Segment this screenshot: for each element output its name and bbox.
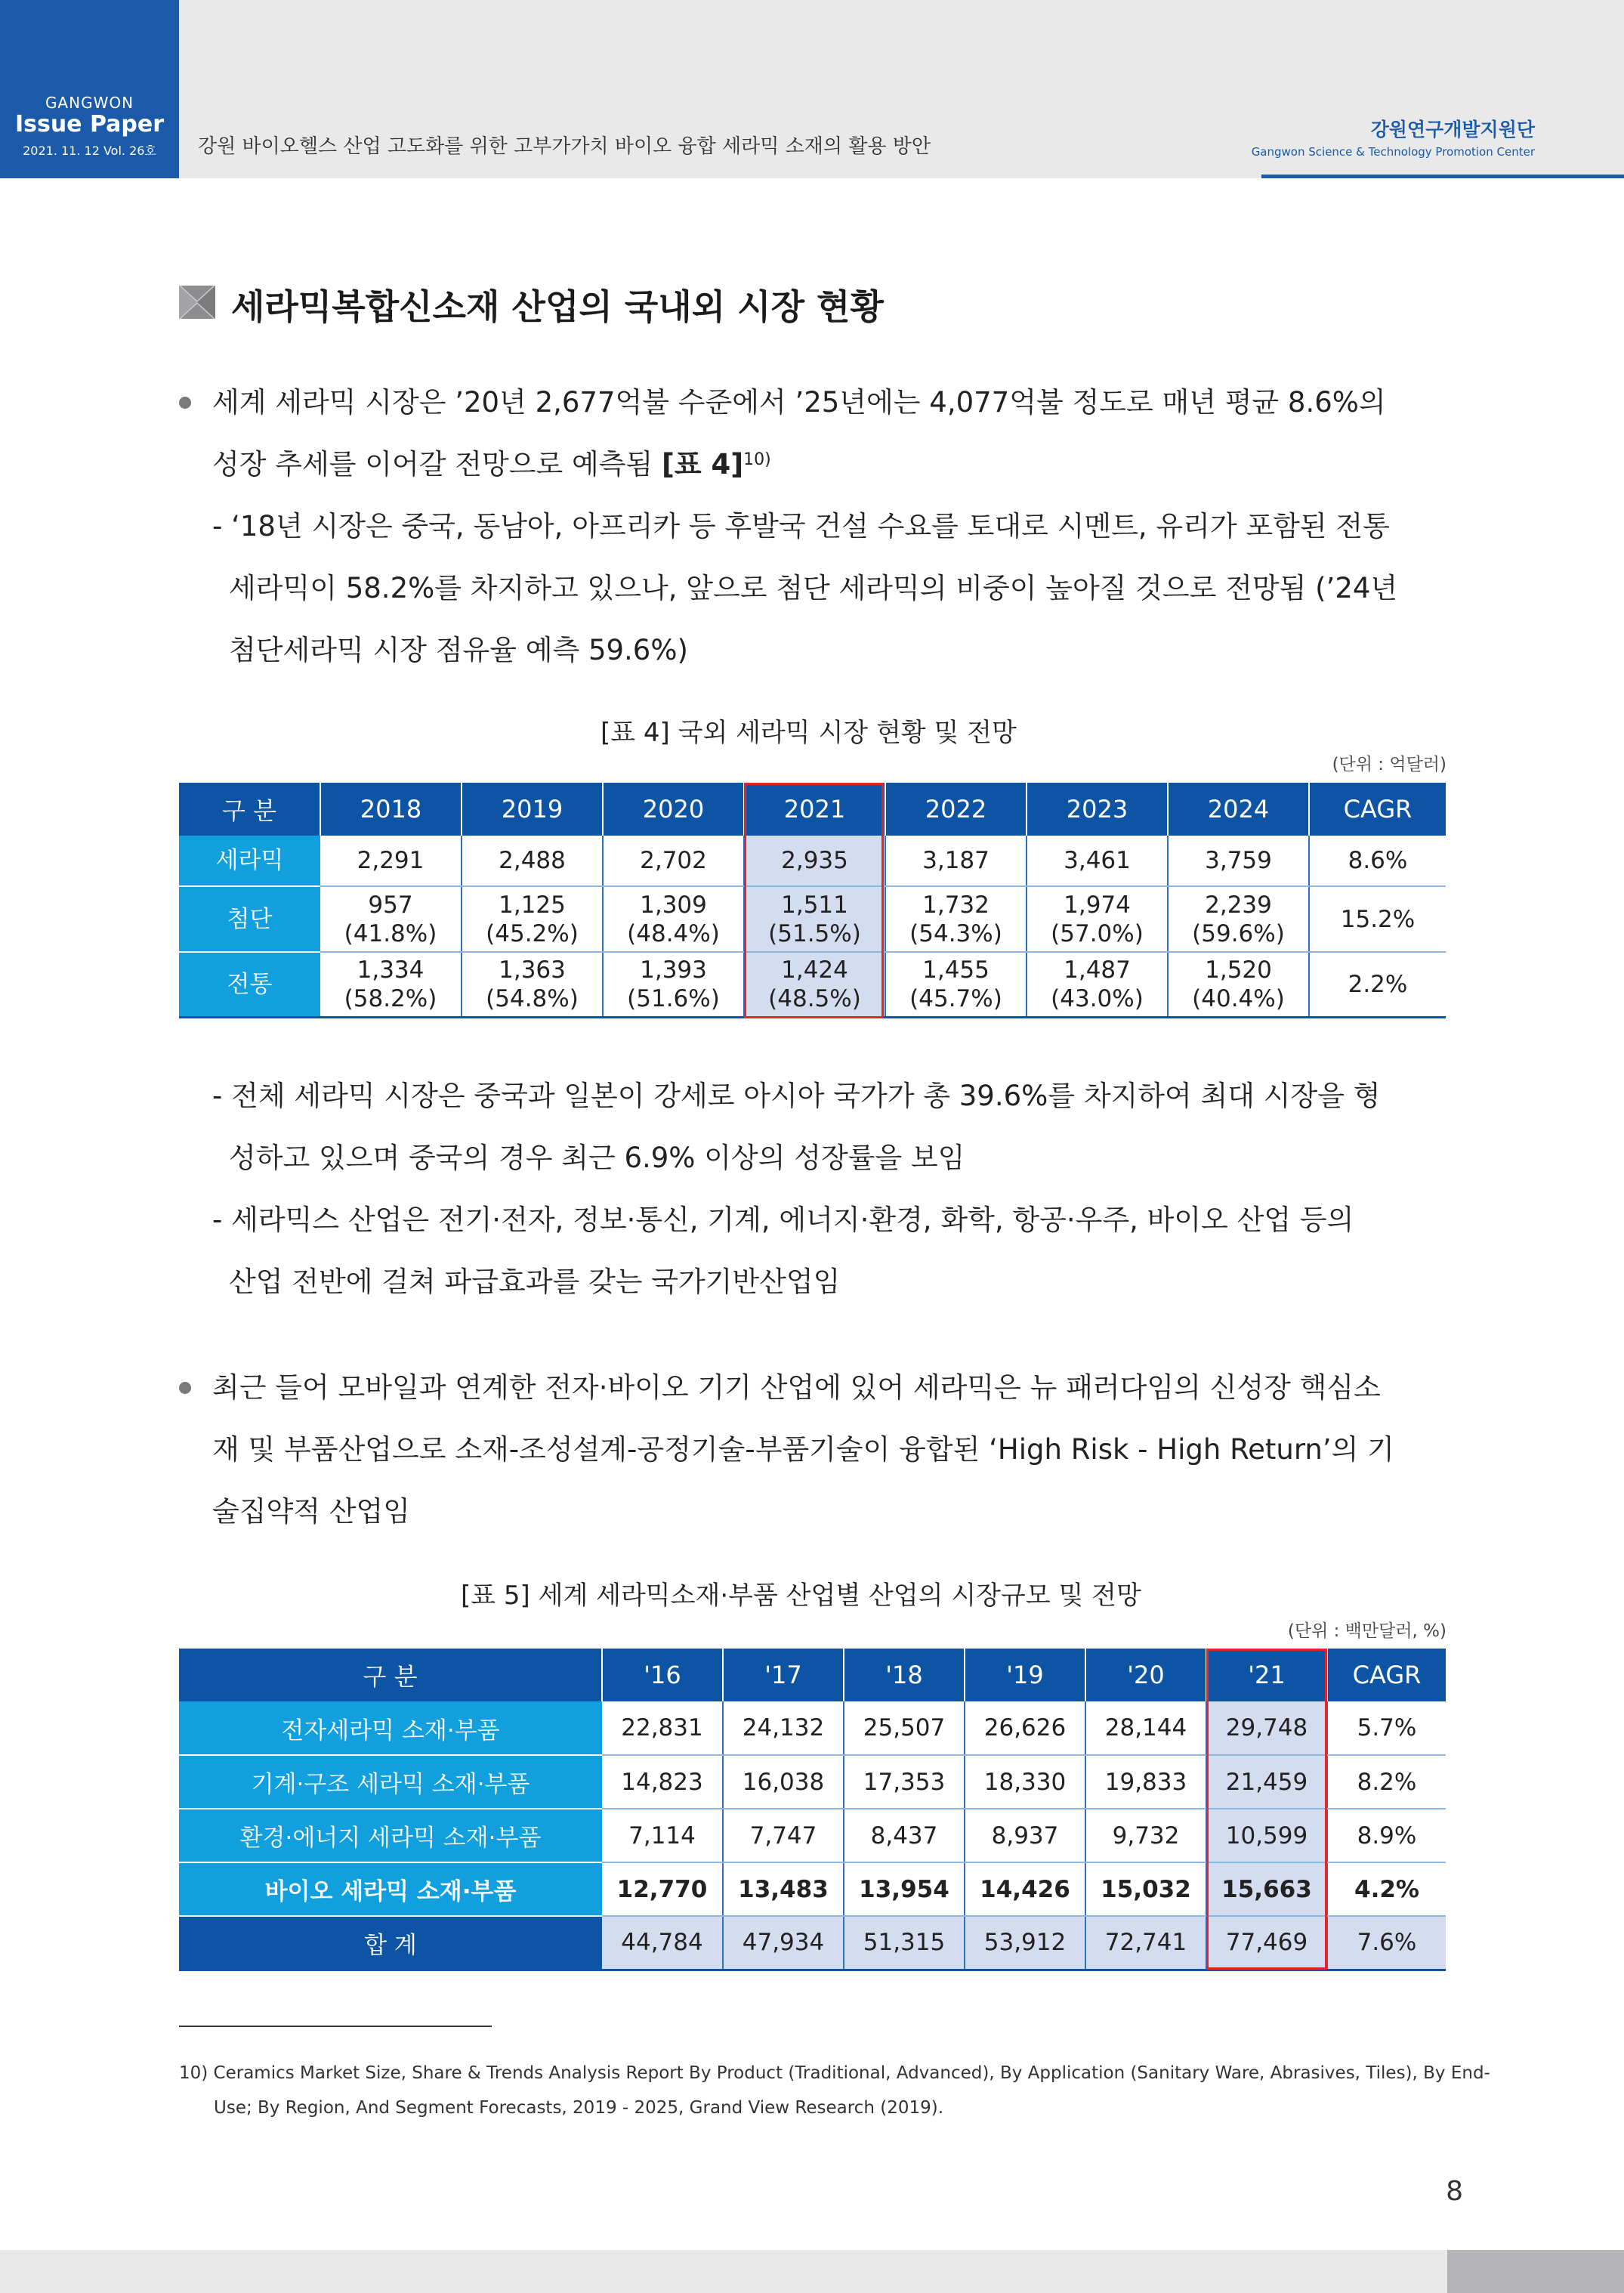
table-cell-cagr: 2.2% bbox=[1309, 952, 1446, 1017]
table-4-reference: [표 4] bbox=[661, 448, 744, 481]
table-5-header-18: '18 bbox=[844, 1649, 965, 1701]
section-title: 세라믹복합신소재 산업의 국내외 시장 현황 bbox=[231, 286, 884, 327]
table-row-total bbox=[179, 1916, 1446, 1970]
cell-value: 1,309 bbox=[640, 891, 707, 919]
header-accent-line bbox=[1261, 175, 1624, 178]
row-label: 바이오 세라믹 소재·부품 bbox=[179, 1862, 602, 1916]
table-cell-cagr: 8.6% bbox=[1309, 836, 1446, 886]
cell-value: 1,520 bbox=[1205, 956, 1272, 984]
table-4-header-row bbox=[179, 783, 1446, 836]
table-5-header-category: 구 분 bbox=[179, 1649, 602, 1701]
page-header bbox=[0, 0, 1624, 178]
table-4-header-category: 구 분 bbox=[179, 783, 320, 836]
cell-value: 1,363 bbox=[499, 956, 566, 984]
page-number: 8 bbox=[1446, 2176, 1463, 2207]
table-cell: 8,937 bbox=[965, 1809, 1085, 1862]
table-cell-highlighted: 29,748 bbox=[1206, 1701, 1327, 1755]
table-cell bbox=[885, 886, 1027, 952]
footnote-line-2: Use; By Region, And Segment Forecasts, 2019 - 2025, Grand View Research (2019). bbox=[214, 2098, 944, 2118]
cell-value: 1,487 bbox=[1064, 956, 1131, 984]
sub-paragraph-2-line-1: - 전체 세라믹 시장은 중국과 일본이 강세로 아시아 국가가 총 39.6%를 차지하여 최대 시장을 형 bbox=[212, 1080, 1381, 1112]
organization-name-english: Gangwon Science & Technology Promotion Center bbox=[1251, 145, 1535, 159]
footnote-divider bbox=[179, 2026, 492, 2027]
table-5-header-20: '20 bbox=[1085, 1649, 1206, 1701]
sub-paragraph-1 bbox=[212, 496, 1397, 681]
row-label-total: 합 계 bbox=[179, 1916, 602, 1970]
table-cell bbox=[462, 952, 603, 1017]
cell-share: (45.2%) bbox=[486, 919, 579, 947]
table-cell bbox=[1027, 952, 1168, 1017]
issue-date-volume: 2021. 11. 12 Vol. 26호 bbox=[23, 144, 156, 158]
table-4 bbox=[179, 783, 1446, 1018]
paragraph-2-line-1: 최근 들어 모바일과 연계한 전자·바이오 기기 산업에 있어 세라믹은 뉴 패러다임의 신성장 핵심소 bbox=[212, 1371, 1381, 1404]
table-row bbox=[179, 836, 1446, 886]
table-row bbox=[179, 952, 1446, 1017]
series-title: Issue Paper bbox=[14, 111, 165, 138]
table-cell bbox=[1168, 952, 1309, 1017]
table-cell: 9,732 bbox=[1085, 1809, 1206, 1862]
table-cell-cagr: 15.2% bbox=[1309, 886, 1446, 952]
table-cell-cagr: 4.2% bbox=[1327, 1862, 1446, 1916]
paragraph-2-line-2: 재 및 부품산업으로 소재-조성설계-공정기술-부품기술이 융합된 ‘High Risk - High Return’의 기 bbox=[212, 1433, 1394, 1466]
table-cell: 8,437 bbox=[844, 1809, 965, 1862]
footnote-line-1: 10) Ceramics Market Size, Share & Trends Analysis Report By Product (Traditional, Advanced), By Application (Sanitary Ware, Abrasives, Tiles), By End- bbox=[179, 2063, 1490, 2083]
cell-share: (58.2%) bbox=[344, 984, 437, 1012]
table-cell: 14,426 bbox=[965, 1862, 1085, 1916]
table-4-header-2021: 2021 bbox=[744, 783, 885, 836]
table-cell bbox=[1168, 886, 1309, 952]
footnote bbox=[179, 2056, 1490, 2125]
table-cell: 2,291 bbox=[320, 836, 462, 886]
cell-share: (48.5%) bbox=[768, 984, 861, 1012]
cell-value: 1,393 bbox=[640, 956, 707, 984]
table-cell: 28,144 bbox=[1085, 1701, 1206, 1755]
cell-share: (43.0%) bbox=[1051, 984, 1144, 1012]
cell-share: (45.7%) bbox=[909, 984, 1002, 1012]
table-cell-highlighted: 2,935 bbox=[744, 836, 885, 886]
paragraph-1 bbox=[212, 372, 1386, 496]
cell-value: 1,455 bbox=[922, 956, 990, 984]
table-4-unit: (단위 : 억달러) bbox=[1332, 755, 1446, 774]
cell-value: 957 bbox=[368, 891, 413, 919]
table-4-caption: [표 4] 국외 세라믹 시장 현황 및 전망 bbox=[601, 718, 1017, 748]
table-cell: 44,784 bbox=[602, 1916, 723, 1970]
section-square-icon bbox=[179, 286, 215, 319]
sub-paragraph-1-line-2: 세라믹이 58.2%를 차지하고 있으나, 앞으로 첨단 세라믹의 비중이 높아질 것으로 전망됨 (’24년 bbox=[229, 572, 1398, 604]
row-label: 전통 bbox=[179, 952, 320, 1017]
table-row bbox=[179, 1809, 1446, 1862]
table-row bbox=[179, 886, 1446, 952]
table-cell: 2,488 bbox=[462, 836, 603, 886]
table-4-header-cagr: CAGR bbox=[1309, 783, 1446, 836]
table-4-header-2018: 2018 bbox=[320, 783, 462, 836]
table-cell: 22,831 bbox=[602, 1701, 723, 1755]
paragraph-1-line-1: 세계 세라믹 시장은 ’20년 2,677억불 수준에서 ’25년에는 4,077억불 정도로 매년 평균 8.6%의 bbox=[212, 386, 1386, 419]
table-cell-highlighted bbox=[744, 952, 885, 1017]
row-label: 세라믹 bbox=[179, 836, 320, 886]
table-cell: 7,114 bbox=[602, 1809, 723, 1862]
table-cell: 53,912 bbox=[965, 1916, 1085, 1970]
table-cell: 25,507 bbox=[844, 1701, 965, 1755]
cell-value: 1,125 bbox=[499, 891, 566, 919]
organization-name: 강원연구개발지원단 bbox=[1370, 119, 1535, 141]
table-cell bbox=[603, 952, 744, 1017]
table-cell bbox=[1027, 886, 1168, 952]
table-cell: 19,833 bbox=[1085, 1755, 1206, 1809]
table-cell: 13,954 bbox=[844, 1862, 965, 1916]
table-cell: 16,038 bbox=[723, 1755, 844, 1809]
table-5-header-21: '21 bbox=[1206, 1649, 1327, 1701]
table-cell: 12,770 bbox=[602, 1862, 723, 1916]
table-5-caption: [표 5] 세계 세라믹소재·부품 산업별 산업의 시장규모 및 전망 bbox=[461, 1581, 1141, 1611]
table-cell: 14,823 bbox=[602, 1755, 723, 1809]
table-cell: 3,187 bbox=[885, 836, 1027, 886]
footer-accent bbox=[1447, 2250, 1624, 2293]
cell-value: 2,239 bbox=[1205, 891, 1272, 919]
table-row bbox=[179, 1755, 1446, 1809]
table-cell: 13,483 bbox=[723, 1862, 844, 1916]
sub-paragraph-2-line-2: 성하고 있으며 중국의 경우 최근 6.9% 이상의 성장률을 보임 bbox=[229, 1142, 965, 1174]
table-cell-highlighted: 77,469 bbox=[1206, 1916, 1327, 1970]
series-name: GANGWON bbox=[45, 94, 134, 112]
sub-paragraph-1-line-1: - ‘18년 시장은 중국, 동남아, 아프리카 등 후발국 건설 수요를 토대로 시멘트, 유리가 포함된 전통 bbox=[212, 510, 1390, 542]
table-cell-cagr: 8.2% bbox=[1327, 1755, 1446, 1809]
sub-paragraph-1-line-3: 첨단세라믹 시장 점유율 예측 59.6%) bbox=[229, 634, 688, 666]
cell-value: 1,732 bbox=[922, 891, 990, 919]
paragraph-2-line-3: 술집약적 산업임 bbox=[212, 1495, 410, 1528]
table-cell: 24,132 bbox=[723, 1701, 844, 1755]
paragraph-1-line-2-text: 성장 추세를 이어갈 전망으로 예측됨 bbox=[212, 448, 662, 481]
table-cell: 18,330 bbox=[965, 1755, 1085, 1809]
table-cell-highlighted: 10,599 bbox=[1206, 1809, 1327, 1862]
table-5-header-16: '16 bbox=[602, 1649, 723, 1701]
table-cell: 47,934 bbox=[723, 1916, 844, 1970]
cell-share: (54.3%) bbox=[909, 919, 1002, 947]
cell-value: 1,334 bbox=[357, 956, 425, 984]
table-5-header-17: '17 bbox=[723, 1649, 844, 1701]
table-5-header-19: '19 bbox=[965, 1649, 1085, 1701]
bullet-dot bbox=[179, 1382, 191, 1394]
footer-bar bbox=[0, 2250, 1624, 2293]
table-5-header-row bbox=[179, 1649, 1446, 1701]
cell-share: (48.4%) bbox=[627, 919, 720, 947]
table-cell: 15,032 bbox=[1085, 1862, 1206, 1916]
table-cell: 3,461 bbox=[1027, 836, 1168, 886]
cell-share: (51.5%) bbox=[768, 919, 861, 947]
table-cell bbox=[320, 886, 462, 952]
table-cell: 2,702 bbox=[603, 836, 744, 886]
cell-value: 1,511 bbox=[781, 891, 848, 919]
table-row bbox=[179, 1701, 1446, 1755]
cell-share: (41.8%) bbox=[344, 919, 437, 947]
row-label: 환경·에너지 세라믹 소재·부품 bbox=[179, 1809, 602, 1862]
table-cell: 72,741 bbox=[1085, 1916, 1206, 1970]
bullet-dot bbox=[179, 397, 191, 409]
table-cell-cagr: 8.9% bbox=[1327, 1809, 1446, 1862]
sub-paragraph-2 bbox=[212, 1065, 1381, 1313]
table-4-header-2019: 2019 bbox=[462, 783, 603, 836]
table-cell: 51,315 bbox=[844, 1916, 965, 1970]
table-cell-cagr: 5.7% bbox=[1327, 1701, 1446, 1755]
sub-paragraph-2-line-3: - 세라믹스 산업은 전기·전자, 정보·통신, 기계, 에너지·환경, 화학, 항공·우주, 바이오 산업 등의 bbox=[212, 1204, 1354, 1236]
table-cell bbox=[885, 952, 1027, 1017]
cell-value: 1,974 bbox=[1064, 891, 1131, 919]
table-5-unit: (단위 : 백만달러, %) bbox=[1287, 1621, 1446, 1641]
table-4-header-2024: 2024 bbox=[1168, 783, 1309, 836]
table-cell-highlighted: 15,663 bbox=[1206, 1862, 1327, 1916]
table-cell-cagr: 7.6% bbox=[1327, 1916, 1446, 1970]
row-label: 전자세라믹 소재·부품 bbox=[179, 1701, 602, 1755]
table-cell: 3,759 bbox=[1168, 836, 1309, 886]
table-cell-highlighted bbox=[744, 886, 885, 952]
table-cell bbox=[462, 886, 603, 952]
document-title: 강원 바이오헬스 산업 고도화를 위한 고부가가치 바이오 융합 세라믹 소재의 활용 방안 bbox=[198, 135, 931, 158]
row-label: 첨단 bbox=[179, 886, 320, 952]
paragraph-2 bbox=[212, 1357, 1394, 1543]
table-cell: 7,747 bbox=[723, 1809, 844, 1862]
paragraph-1-line-2 bbox=[212, 434, 1386, 496]
issue-paper-badge bbox=[0, 0, 179, 178]
footnote-marker: 10) bbox=[743, 450, 771, 469]
cell-share: (54.8%) bbox=[486, 984, 579, 1012]
table-cell: 17,353 bbox=[844, 1755, 965, 1809]
table-4-header-2023: 2023 bbox=[1027, 783, 1168, 836]
table-row-bio-ceramic bbox=[179, 1862, 1446, 1916]
table-cell bbox=[320, 952, 462, 1017]
table-4-header-2022: 2022 bbox=[885, 783, 1027, 836]
sub-paragraph-2-line-4: 산업 전반에 걸쳐 파급효과를 갖는 국가기반산업임 bbox=[229, 1265, 841, 1298]
cell-share: (57.0%) bbox=[1051, 919, 1144, 947]
cell-share: (59.6%) bbox=[1192, 919, 1285, 947]
cell-share: (40.4%) bbox=[1192, 984, 1285, 1012]
table-5 bbox=[179, 1649, 1446, 1971]
cell-share: (51.6%) bbox=[627, 984, 720, 1012]
row-label: 기계·구조 세라믹 소재·부품 bbox=[179, 1755, 602, 1809]
table-5-header-cagr: CAGR bbox=[1327, 1649, 1446, 1701]
table-4-header-2020: 2020 bbox=[603, 783, 744, 836]
table-cell bbox=[603, 886, 744, 952]
table-cell: 26,626 bbox=[965, 1701, 1085, 1755]
table-cell-highlighted: 21,459 bbox=[1206, 1755, 1327, 1809]
cell-value: 1,424 bbox=[781, 956, 848, 984]
